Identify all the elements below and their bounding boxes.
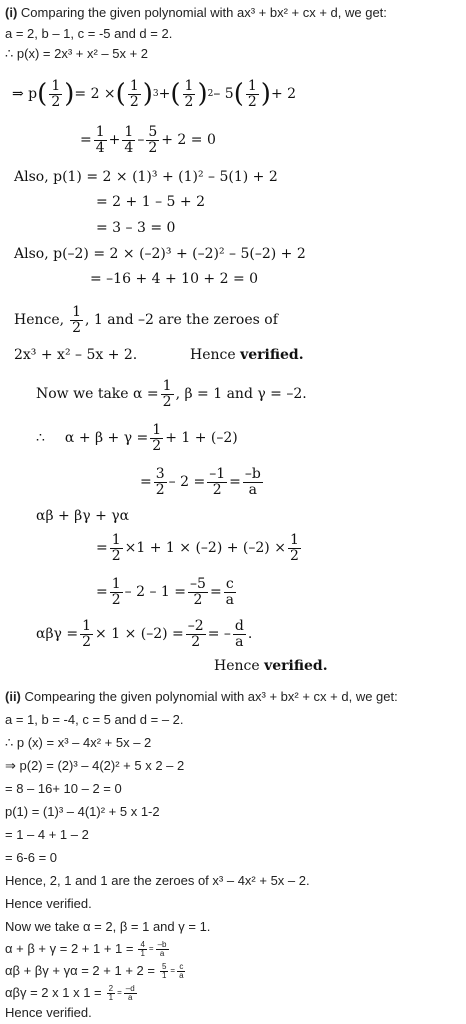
part-ii-p2b: = 8 – 16+ 10 – 2 = 0: [5, 781, 122, 796]
paren-open: (: [37, 79, 48, 109]
p-half-sum-line: = $\frac{1}{4}$ + $\frac{1}{4}$ – 5 2 + 2 = 0: [80, 123, 216, 156]
fraction-quarter: $\frac{1}{4}$: [95, 123, 105, 156]
pm2-line: Also, p(–2) = 2 × (–2)³ + (–2)² – 5(–2) + 2: [14, 246, 306, 262]
part-ii-now: Now we take α = 2, β = 1 and γ = 1.: [5, 919, 211, 934]
ab-lhs: αβ + βγ + γα: [36, 508, 130, 524]
ab-line-b: = $\frac{1}{2}$ – 2 – 1 = $\frac{-5}{2}$ = $\frac{c}{a}$: [96, 575, 235, 608]
part-ii-poly: ∴ p (x) = x³ – 4x² + 5x – 2: [5, 735, 152, 750]
part-ii-sum: α + β + γ = 2 + 1 + 1 = $\frac{4}{1}$ = $\frac{-b}{a}$: [5, 939, 167, 958]
part-ii-pair: αβ + βγ + γα = 2 + 1 + 2 = $\frac{5}{1}$ = $\frac{c}{a}$: [5, 961, 184, 980]
part-ii-p1c: = 6-6 = 0: [5, 850, 58, 865]
part-ii-p1b: = 1 – 4 + 1 – 2: [5, 827, 89, 842]
abc-line: αβγ = $\frac{1}{2}$ × 1 × (–2) = $\frac{-2}{2}$ = – d a .: [36, 617, 253, 650]
p-half-line: ⇒ p ( 1 2 ) = 2 × ( 1 2 ) 3 + ( 1 2 ) 2 – 5 ( 1 2 ) + 2: [12, 77, 297, 110]
fraction-five-halves: 5 2: [148, 123, 158, 156]
fraction-half: 1 2: [129, 77, 139, 110]
part-i-poly: ∴ p(x) = 2x³ + x² – 5x + 2: [5, 46, 149, 61]
fraction-half: $\frac{1}{2}$: [152, 421, 162, 454]
sum-line-b: = $\frac{3}{2}$ – 2 = $\frac{-1}{2}$ = $\frac{-b}{a}$: [140, 465, 261, 498]
part-ii-verified-2: Hence verified.: [5, 1005, 92, 1020]
fraction-half: 1 2: [51, 77, 61, 110]
p1-line-b: = 2 + 1 – 5 + 2: [96, 194, 205, 210]
fraction-quarter: $\frac{1}{4}$: [124, 123, 134, 156]
part-ii-prod: αβγ = 2 x 1 x 1 = $\frac{2}{1}$ = $\frac{-d}{a}$: [5, 983, 135, 1002]
hence-zeroes-line: Hence, 1 2 , 1 and –2 are the zeroes of: [14, 303, 278, 336]
hence-verified-2: Hence verified.: [214, 658, 328, 674]
p-half-rhs-c: – 5: [213, 86, 234, 102]
part-i-coeffs: a = 2, b – 1, c = -5 and d = 2.: [5, 26, 173, 41]
p-half-lhs: ⇒ p: [12, 86, 38, 102]
ab-line: = $\frac{1}{2}$ ×1 + 1 × (–2) + (–2) × $\frac{1}{2}$: [96, 531, 299, 564]
hence-verified-1: Hence verified.: [190, 347, 304, 363]
fraction-half: 1 2: [247, 77, 257, 110]
fraction-half: $\frac{1}{2}$: [162, 377, 172, 410]
p-half-rhs-b: +: [158, 86, 171, 102]
part-ii-p2: ⇒ p(2) = (2)³ – 4(2)² + 5 x 2 – 2: [5, 758, 185, 773]
part-ii-intro: (ii) Compearing the given polynomial with ax³ + bx² + cx + d, we get:: [5, 689, 398, 704]
part-ii-coeffs: a = 1, b = -4, c = 5 and d = – 2.: [5, 712, 184, 727]
part-ii-hence: Hence, 2, 1 and 1 are the zeroes of x³ – 4x² + 5x – 2.: [5, 873, 310, 888]
pm2-line-b: = –16 + 4 + 10 + 2 = 0: [90, 271, 259, 287]
p-half-rhs-a: = 2 ×: [74, 86, 116, 102]
part-ii-heading: (ii): [5, 689, 21, 704]
fraction-half: 1 2: [72, 303, 82, 336]
hence-poly: 2x³ + x² – 5x + 2.: [14, 347, 138, 363]
part-i-intro-text: Comparing the given polynomial with ax³ + bx² + cx + d, we get:: [20, 5, 387, 20]
fraction-half: 1 2: [184, 77, 194, 110]
now-take-line: Now we take α = $\frac{1}{2}$ , β = 1 and γ = –2.: [36, 377, 307, 410]
paren-close: ): [64, 79, 75, 109]
sum-line: ∴ α + β + γ = $\frac{1}{2}$ + 1 + (–2): [36, 421, 238, 454]
p1-line: Also, p(1) = 2 × (1)³ + (1)² – 5(1) + 2: [14, 169, 278, 185]
part-ii-p1: p(1) = (1)³ – 4(1)² + 5 x 1-2: [5, 804, 160, 819]
p1-line-c: = 3 – 3 = 0: [96, 220, 176, 236]
p-half-rhs-d: + 2: [270, 86, 297, 102]
part-i-heading: (i): [5, 5, 18, 20]
part-ii-verified-1: Hence verified.: [5, 896, 92, 911]
part-i-intro: [5, 4, 387, 22]
